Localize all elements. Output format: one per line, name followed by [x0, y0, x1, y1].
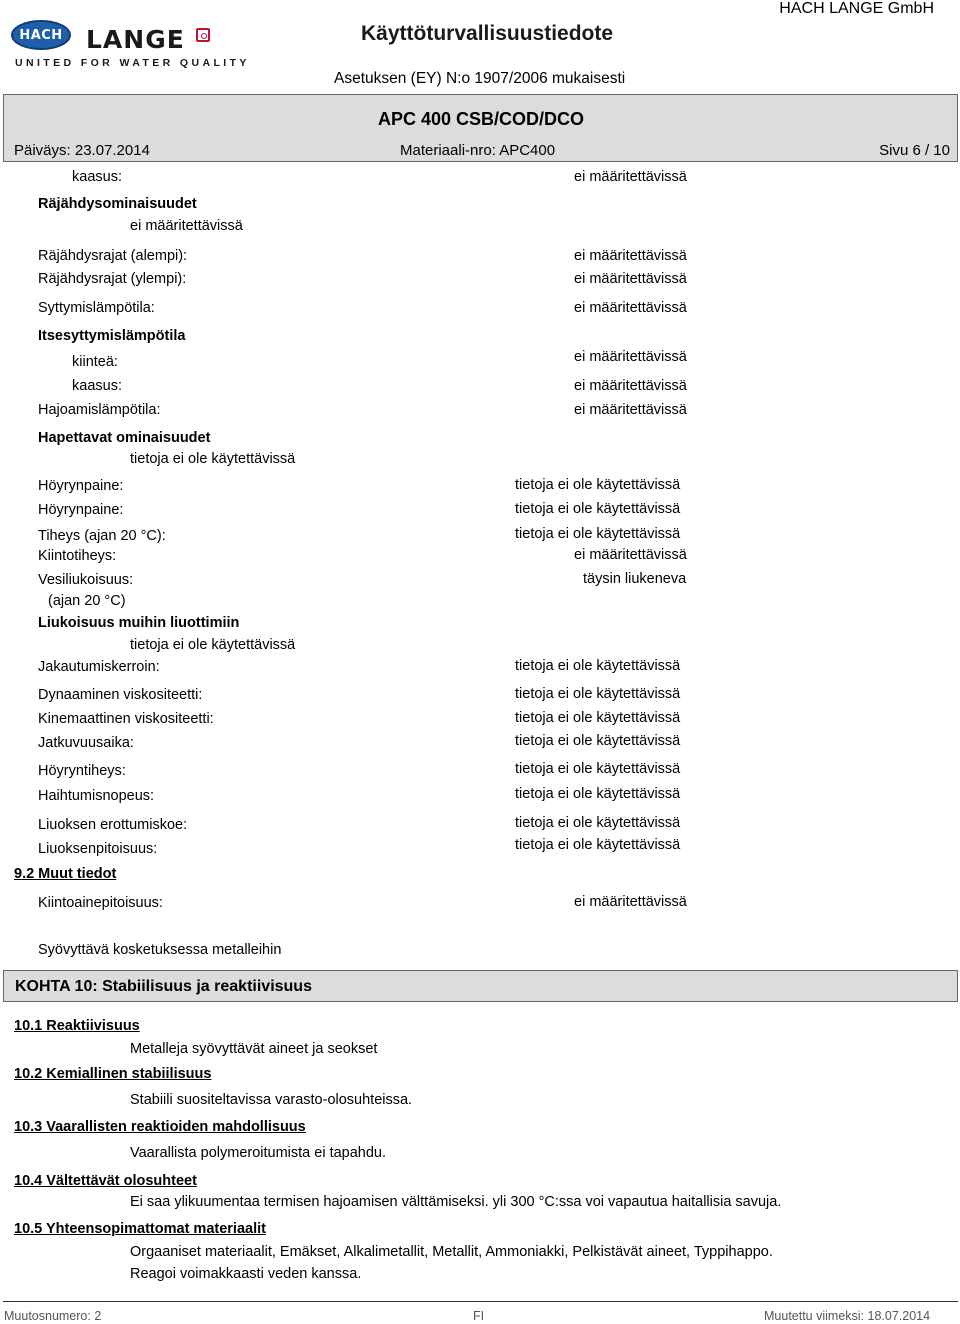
- material-number: Materiaali-nro: APC400: [400, 142, 556, 159]
- date-label: Päiväys: 23.07.2014: [14, 142, 150, 159]
- property-label: Tiheys (ajan 20 °C):: [38, 528, 166, 544]
- property-value: ei määritettävissä: [574, 349, 687, 365]
- product-name: APC 400 CSB/COD/DCO: [378, 109, 585, 129]
- subsection-heading: 10.3 Vaarallisten reaktioiden mahdollisuus: [14, 1119, 306, 1135]
- property-label: Hajoamislämpötila:: [38, 402, 161, 418]
- property-note: (ajan 20 °C): [48, 593, 126, 609]
- property-value: tietoja ei ole käytettävissä: [515, 786, 681, 802]
- subheading-oxidizing: Hapettavat ominaisuudet: [38, 430, 211, 446]
- property-value: tietoja ei ole käytettävissä: [515, 733, 681, 749]
- property-label: kaasus:: [72, 378, 122, 394]
- subheading-other-info: 9.2 Muut tiedot: [14, 866, 117, 882]
- subsection-text: Reagoi voimakkaasti veden kanssa.: [130, 1266, 362, 1282]
- property-label: Liuoksen erottumiskoe:: [38, 817, 188, 833]
- property-value: tietoja ei ole käytettävissä: [515, 710, 681, 726]
- property-label: Höyrynpaine:: [38, 502, 124, 518]
- footer-revision: Muutosnumero: 2: [4, 1309, 102, 1323]
- lange-logo: LANGE: [86, 25, 185, 54]
- subheading-autoignition: Itsesyttymislämpötila: [38, 328, 186, 344]
- property-label: Höyryntiheys:: [38, 763, 126, 779]
- property-label: kaasus:: [72, 169, 122, 185]
- property-value: täysin liukeneva: [583, 571, 687, 587]
- property-label: Räjähdysrajat (ylempi):: [38, 271, 187, 287]
- property-value: tietoja ei ole käytettävissä: [515, 686, 681, 702]
- property-value: tietoja ei ole käytettävissä: [515, 477, 681, 493]
- property-value: tietoja ei ole käytettävissä: [515, 761, 681, 777]
- property-label: Jakautumiskerroin:: [38, 659, 160, 675]
- property-label: Syttymislämpötila:: [38, 300, 155, 316]
- property-value: tietoja ei ole käytettävissä: [130, 637, 296, 653]
- property-value: tietoja ei ole käytettävissä: [515, 501, 681, 517]
- property-value: tietoja ei ole käytettävissä: [515, 526, 681, 542]
- property-value: tietoja ei ole käytettävissä: [515, 815, 681, 831]
- property-value: ei määritettävissä: [574, 271, 687, 287]
- property-value: tietoja ei ole käytettävissä: [515, 658, 681, 674]
- subsection-heading: 10.1 Reaktiivisuus: [14, 1018, 140, 1034]
- property-label: Kinemaattinen viskositeetti:: [38, 711, 214, 727]
- property-value: tietoja ei ole käytettävissä: [515, 837, 681, 853]
- property-label: Räjähdysrajat (alempi):: [38, 248, 188, 264]
- lange-registered-icon: [196, 28, 210, 42]
- corrosive-note: Syövyttävä kosketuksessa metalleihin: [38, 942, 282, 958]
- property-label: kiinteä:: [72, 354, 118, 370]
- subheading-other-solvents: Liukoisuus muihin liuottimiin: [38, 615, 240, 631]
- property-value: tietoja ei ole käytettävissä: [130, 451, 296, 467]
- subsection-text: Ei saa ylikuumentaa termisen hajoamisen välttämiseksi. yli 300 °C:ssa voi vapautua haitallisia savuja.: [130, 1194, 782, 1210]
- subheading-explosive: Räjähdysominaisuudet: [38, 196, 197, 212]
- property-label: Liuoksenpitoisuus:: [38, 841, 158, 857]
- regulation-text: Asetuksen (EY) N:o 1907/2006 mukaisesti: [334, 70, 626, 87]
- property-value: ei määritettävissä: [574, 169, 687, 185]
- footer-divider: [3, 1301, 958, 1302]
- property-label: Kiintotiheys:: [38, 548, 117, 564]
- property-value: ei määritettävissä: [130, 218, 243, 234]
- property-label: Höyrynpaine:: [38, 478, 124, 494]
- property-value: ei määritettävissä: [574, 894, 687, 910]
- subsection-text: Metalleja syövyttävät aineet ja seokset: [130, 1041, 378, 1057]
- subsection-heading: 10.2 Kemiallinen stabiilisuus: [14, 1066, 212, 1082]
- section-title: KOHTA 10: Stabiilisuus ja reaktiivisuus: [15, 978, 312, 995]
- hach-logo: [11, 20, 71, 50]
- property-value: ei määritettävissä: [574, 248, 687, 264]
- property-value: ei määritettävissä: [574, 300, 687, 316]
- property-label: Jatkuvuusaika:: [38, 735, 134, 751]
- subsection-text: Stabiili suositeltavissa varasto-olosuhteissa.: [130, 1092, 413, 1108]
- hach-logo-text: HACH: [19, 27, 63, 43]
- document-title: Käyttöturvallisuustiedote: [361, 22, 614, 45]
- property-value: ei määritettävissä: [574, 378, 687, 394]
- subsection-text: Vaarallista polymeroitumista ei tapahdu.: [130, 1145, 387, 1161]
- property-label: Haihtumisnopeus:: [38, 788, 155, 804]
- page-number: Sivu 6 / 10: [879, 142, 950, 159]
- property-value: ei määritettävissä: [574, 402, 687, 418]
- property-label: Vesiliukoisuus:: [38, 572, 134, 588]
- subsection-heading: 10.4 Vältettävät olosuhteet: [14, 1173, 197, 1189]
- footer-language: FI: [473, 1309, 485, 1323]
- property-label: Dynaaminen viskositeetti:: [38, 687, 203, 703]
- tagline: UNITED FOR WATER QUALITY: [15, 57, 250, 69]
- property-label: Kiintoainepitoisuus:: [38, 895, 163, 911]
- company-name: HACH LANGE GmbH: [779, 0, 934, 17]
- property-value: ei määritettävissä: [574, 547, 687, 563]
- footer-modified: Muutettu viimeksi: 18.07.2014: [764, 1309, 931, 1323]
- subsection-heading: 10.5 Yhteensopimattomat materiaalit: [14, 1221, 266, 1237]
- subsection-text: Orgaaniset materiaalit, Emäkset, Alkalimetallit, Metallit, Ammoniakki, Pelkistävät aineet, Typpihappo.: [130, 1244, 773, 1260]
